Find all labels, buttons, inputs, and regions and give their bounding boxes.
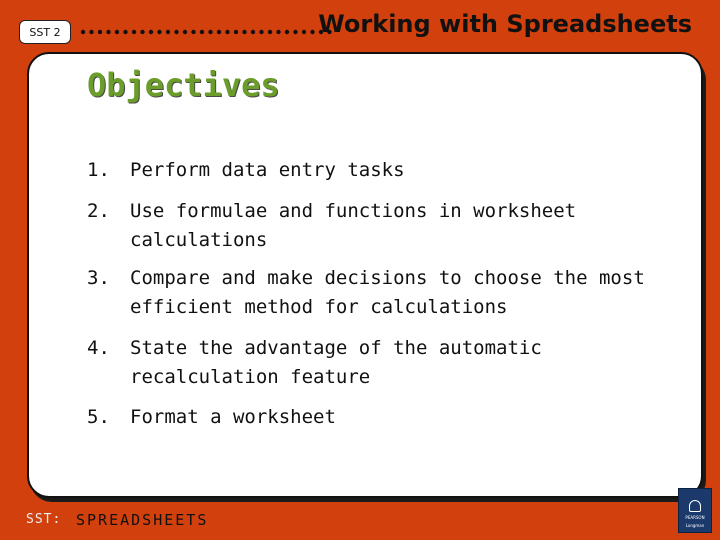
header-dot [200, 30, 204, 34]
header-dot [166, 30, 170, 34]
footer-label: SST: [26, 512, 62, 527]
header-dot [183, 30, 187, 34]
header-dot [259, 30, 263, 34]
header-dot [140, 30, 144, 34]
objective-number: 5. [87, 406, 110, 428]
objective-text: Perform data entry tasks [130, 159, 405, 181]
header-dot [268, 30, 272, 34]
header-dot [81, 30, 85, 34]
header-dot [208, 30, 212, 34]
slide-heading: Objectives [87, 66, 280, 104]
header-dot [123, 30, 127, 34]
header-dot [217, 30, 221, 34]
header-dot [98, 30, 102, 34]
header-dot [191, 30, 195, 34]
objective-number: 1. [87, 159, 110, 181]
header-dot [251, 30, 255, 34]
objective-text: State the advantage of the automatic recalculation feature [130, 337, 542, 388]
objective-number: 2. [87, 200, 110, 222]
header-title: Working with Spreadsheets [318, 10, 692, 38]
header-dot [310, 30, 314, 34]
header-dot [89, 30, 93, 34]
header-dot [234, 30, 238, 34]
header-dot [225, 30, 229, 34]
publisher-logo-subtext: Longman [685, 523, 705, 528]
header-dot [132, 30, 136, 34]
header-dot [174, 30, 178, 34]
header-dot [285, 30, 289, 34]
header-dot [293, 30, 297, 34]
header-dot [115, 30, 119, 34]
header-dotted-rule [79, 27, 335, 37]
publisher-logo-text: PEARSON [685, 515, 705, 520]
header-dot [157, 30, 161, 34]
header-dot [106, 30, 110, 34]
header-dot [149, 30, 153, 34]
header-dot [302, 30, 306, 34]
footer-title: SPREADSHEETS [76, 511, 209, 529]
objective-number: 3. [87, 267, 110, 289]
publisher-logo-icon [689, 500, 701, 512]
objective-text: Use formulae and functions in worksheet calculations [130, 200, 577, 251]
publisher-logo [678, 488, 712, 533]
header-dot [276, 30, 280, 34]
objective-text: Format a worksheet [130, 406, 336, 428]
objective-number: 4. [87, 337, 110, 359]
course-badge: SST 2 [19, 20, 71, 44]
objective-text: Compare and make decisions to choose the most efficient method for calculations [130, 267, 645, 318]
header-dot [242, 30, 246, 34]
